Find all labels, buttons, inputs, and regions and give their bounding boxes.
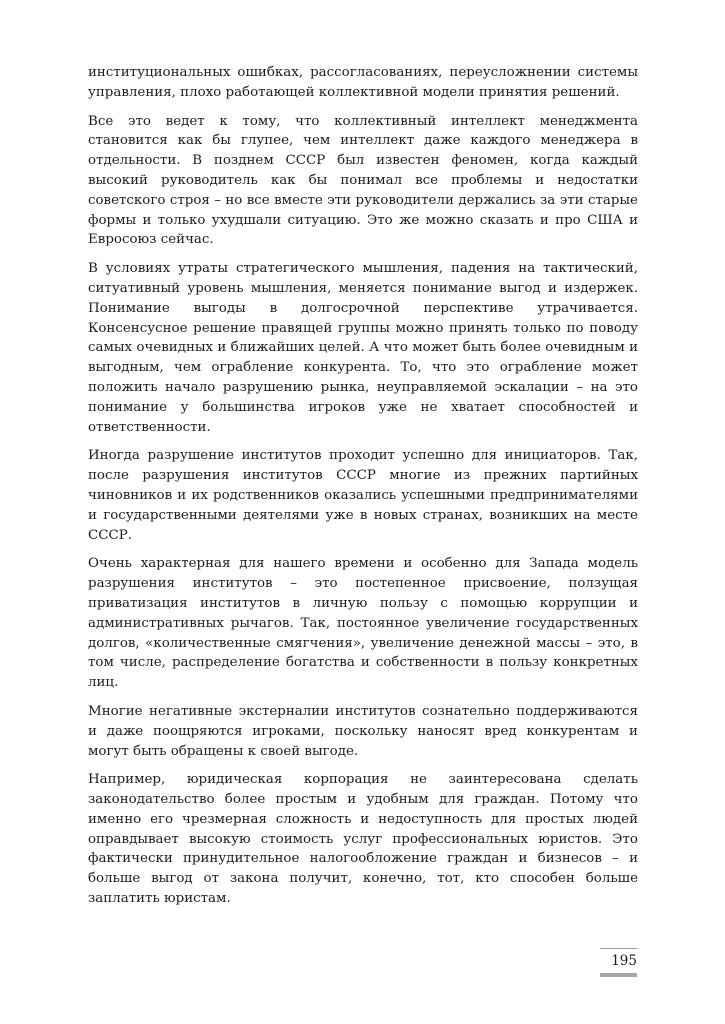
paragraph-4: Иногда разрушение институтов проходит успешно для инициаторов. Так, после разрушения институтов СССР многие из прежних партийных чиновников и их родственников оказались успешными предпринимателями и государственными деятелями уже в новых странах, возникших на месте СССР.: [88, 448, 638, 543]
paragraph-6: Многие негативные экстерналии институтов сознательно поддерживаются и даже поощряются игроками, поскольку наносят вред конкурентам и могут быть обращены к своей выгоде.: [88, 703, 638, 759]
paragraph-5: Очень характерная для нашего времени и особенно для Запада модель разрушения институтов – это постепенное присвоение, ползущая приватизация институтов в личную пользу с помощью коррупции и административных рычагов. Так, постоянное увеличение государственных долгов, «количественные смягчения», увеличение денежной массы – это, в том числе, распределение богатства и собственности в пользу конкретных лиц.: [88, 556, 638, 691]
body-text: [88, 63, 638, 918]
paragraph-2: Все это ведет к тому, что коллективный интеллект менеджмента становится как бы глупее, чем интеллект даже каждого менеджера в отдельности. В позднем СССР был известен феномен, когда каждый высокий руководитель как бы понимал все проблемы и недостатки советского строя – но все вместе эти руководители держались за эти старые формы и только ухудшали ситуацию. Это же можно сказать и про США и Евросоюз сейчас.: [88, 113, 638, 248]
paragraph-3: В условиях утраты стратегического мышления, падения на тактический, ситуативный уровень мышления, меняется понимание выгод и издержек. Понимание выгоды в долгосрочной перспективе утрачивается. Консенсусное решение правящей группы можно принять только по поводу самых очевидных и ближайших целей. А что может быть более очевидным и выгодным, чем ограбление конкурента. То, что это ограбление может положить начало разрушению рынка, неуправляемой эскалации – на это понимание у большинства игроков уже не хватает способностей и ответственности.: [88, 261, 638, 435]
paragraph-7: Например, юридическая корпорация не заинтересована сделать законодательство более простым и удобным для граждан. Потому что именно его чрезмерная сложность и недоступность для простых людей оправдывает высокую стоимость услуг профессиональных юристов. Это фактически принудительное налогообложение граждан и бизнесов – и больше выгод от закона получит, конечно, тот, кто способен больше заплатить юристам.: [88, 772, 638, 907]
page-number: 195: [600, 948, 637, 971]
paragraph-1: институциональных ошибках, рассогласованиях, переусложнении системы управления, плохо работающей коллективной модели принятия решений.: [88, 65, 638, 100]
page-number-bar: [600, 973, 637, 977]
page-footer: [600, 948, 637, 978]
